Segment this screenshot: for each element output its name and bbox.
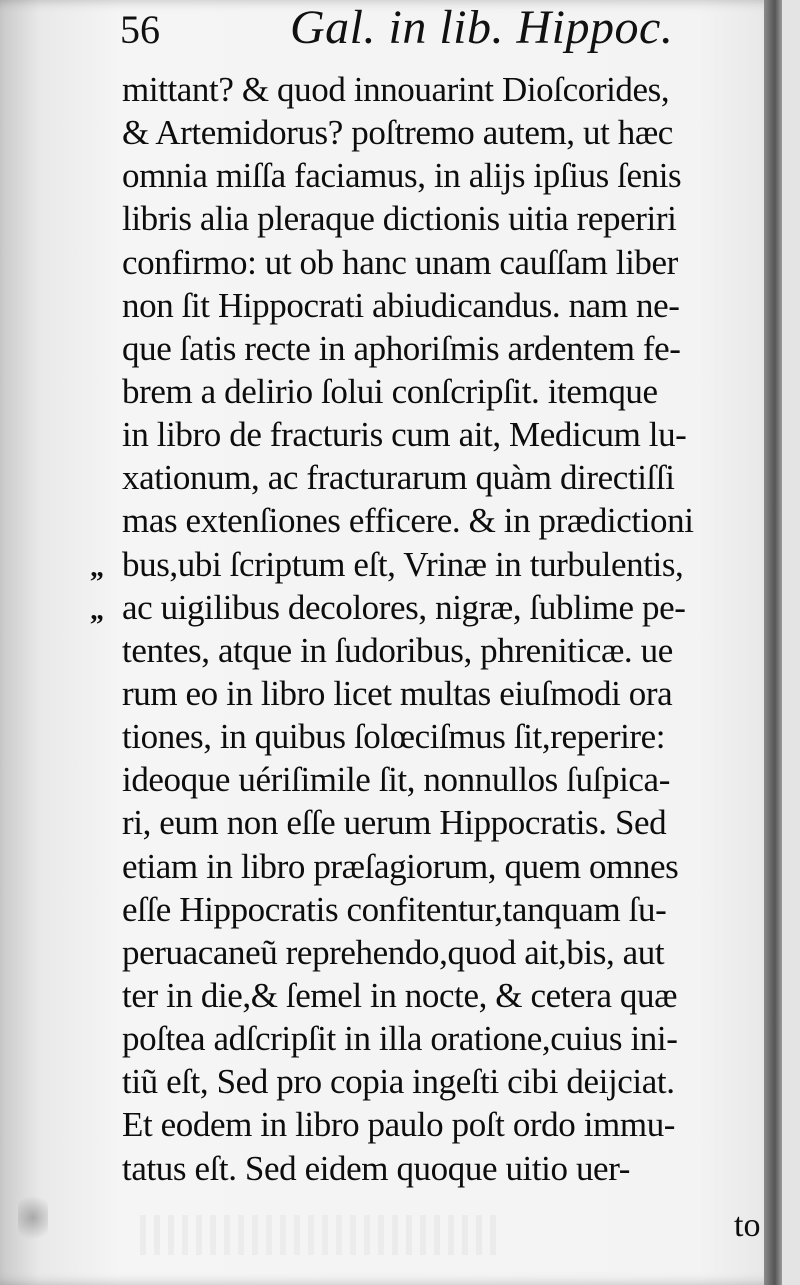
catchword: to [734, 1207, 761, 1244]
ink-smudge [18, 1190, 48, 1245]
text-line: confirmo: ut ob hanc unam cauſſam liber [122, 242, 678, 282]
text-line: tatus eſt. Sed eidem quoque uitio uer- [122, 1148, 631, 1188]
quotation-marker: „ [90, 594, 104, 626]
show-through [140, 1215, 500, 1255]
text-line: etiam in libro præſagiorum, quem omnes [122, 846, 679, 886]
text-line: que ſatis recte in aphoriſmis ardentem fe- [122, 328, 681, 368]
text-line: ter in die,& ſemel in nocte, & cetera quæ [122, 975, 678, 1015]
text-line: tiones, in quibus ſolœciſmus ſit,reperire: [122, 717, 666, 757]
text-line: omnia miſſa faciamus, in alijs ipſius ſenis [122, 156, 682, 196]
text-line: „ bus,ubi ſcriptum eſt, Vrinæ in turbulentis, [122, 543, 782, 586]
text-line: ri, eum non eſſe uerum Hippocratis. Sed [122, 803, 667, 843]
text-line: peruacaneũ reprehendo,quod ait,bis, aut [122, 932, 665, 972]
text-line: non ſit Hippocrati abiudicandus. nam ne- [122, 285, 680, 325]
text-line: Et eodem in libro paulo poſt ordo immu- [122, 1105, 676, 1145]
text-line: poſtea adſcripſit in illa oratione,cuius ini- [122, 1019, 678, 1059]
quotation-marker: „ [90, 551, 104, 583]
text-line: mittant? & quod innouarint Dioſcorides, [122, 70, 670, 109]
text-line: tiũ eſt, Sed pro copia ingeſti cibi deijciat. [122, 1062, 675, 1102]
text-line: & Artemidorus? poſtremo autem, ut hæc [122, 113, 673, 153]
text-line: libris alia pleraque dictionis uitia reperiri [122, 199, 677, 239]
text-line: „ ac uigilibus decolores, nigræ, ſublime pe- [122, 586, 782, 629]
page-header [120, 2, 770, 54]
text-line: in libro de fracturis cum ait, Medicum lu- [122, 415, 687, 455]
text-line: brem a delirio ſolui conſcripſit. itemque [122, 371, 658, 411]
body-text [90, 68, 782, 1190]
text-line: ideoque uériſimile ſit, nonnullos ſuſpica- [122, 760, 670, 800]
text-line: rum eo in libro licet multas eiuſmodi ora [122, 673, 673, 713]
text-line: eſſe Hippocratis confitentur,tanquam ſu- [122, 889, 667, 929]
page-number: 56 [120, 7, 160, 52]
text-line: xationum, ac fracturarum quàm directiſſi [122, 458, 675, 498]
text-line: mas extenſiones efficere. & in prædictioni [122, 501, 694, 541]
running-head: Gal. in lib. Hippoc. [290, 1, 674, 54]
text-line: tentes, atque in ſudoribus, phreniticæ. ue [122, 630, 673, 670]
